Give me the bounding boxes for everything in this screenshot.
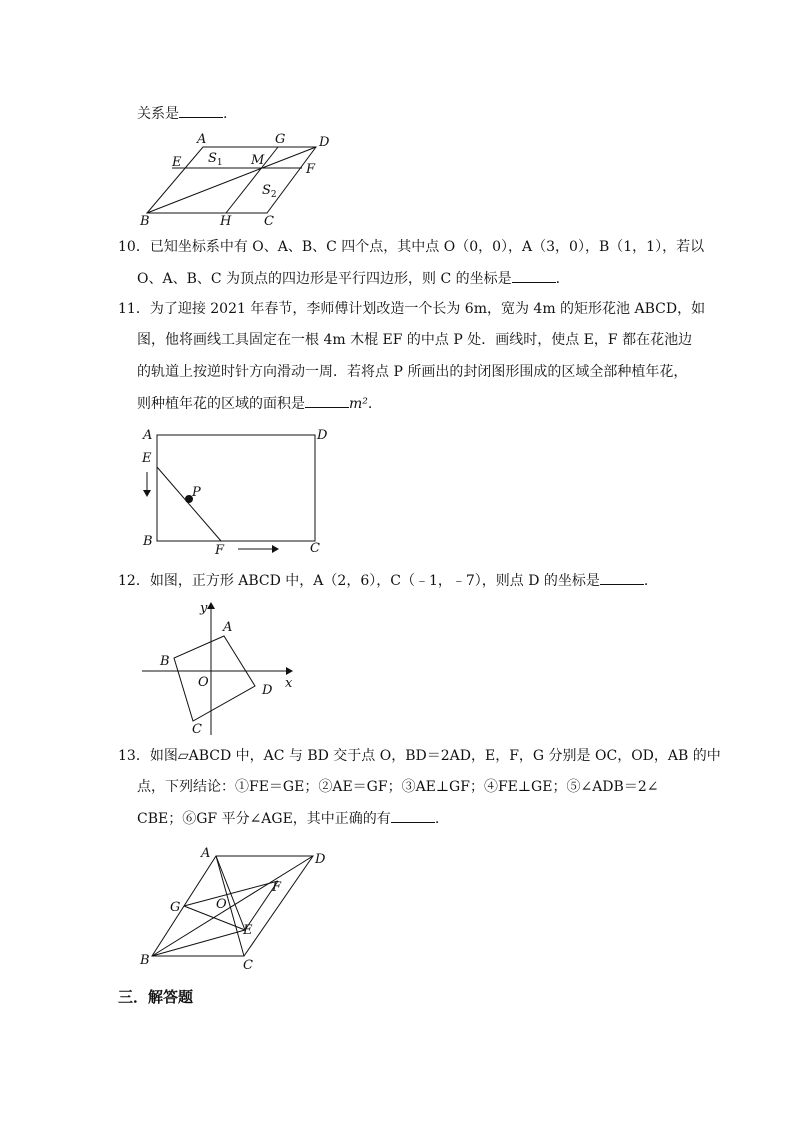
label-F: F — [272, 880, 282, 895]
label-E: E — [172, 155, 182, 170]
label-B: B — [140, 953, 150, 968]
q13-line3: CBE；⑥GF 平分∠AGE，其中正确的有 . — [137, 808, 439, 829]
label-B: B — [143, 534, 153, 549]
q11-line3: 的轨道上按逆时针方向滑动一周．若将点 P 所画出的封闭图形围成的区域全部种植年花， — [137, 364, 688, 380]
label-O: O — [216, 897, 227, 912]
answer-blank — [179, 103, 223, 118]
label-C: C — [243, 958, 253, 973]
label-E: E — [243, 923, 253, 938]
q9-figure — [130, 128, 330, 230]
label-P: P — [192, 485, 201, 500]
q12-figure — [138, 598, 298, 740]
label-M: M — [251, 153, 265, 168]
label-D: D — [315, 852, 326, 867]
label-F: F — [215, 543, 225, 558]
label-F: F — [306, 162, 316, 177]
answer-blank — [600, 570, 644, 585]
label-G: G — [275, 132, 286, 147]
q12-line1: 12．如图，正方形 ABCD 中，A（2，6），C（﹣1，﹣7），则点 D 的坐标是 . — [118, 570, 648, 591]
q11-line4: 则种植年花的区域的面积是 m². — [137, 393, 372, 414]
q11-line2: 图，他将画线工具固定在一根 4m 木棍 EF 的中点 P 处．画线时，使点 E，F 都在花池边 — [137, 332, 693, 348]
q10-line1: 10．已知坐标系中有 O、A、B、C 四个点，其中点 O（0，0），A（3，0），B（1，1），若以 — [118, 239, 705, 255]
label-x: x — [285, 676, 293, 691]
label-O: O — [198, 675, 209, 690]
q13-line1: 13．如图▱ABCD 中，AC 与 BD 交于点 O，BD＝2AD，E，F，G 分别是 OC，OD，AB 的中 — [118, 748, 721, 764]
label-B: B — [160, 654, 170, 669]
label-A: A — [201, 846, 211, 861]
q9-text: 关系是 . — [137, 103, 227, 124]
label-D: D — [262, 683, 273, 698]
q11-line1: 11．为了迎接 2021 年春节，李师傅计划改造一个长为 6m，宽为 4m 的矩形花池 ABCD，如 — [118, 301, 706, 317]
label-D: D — [317, 428, 328, 443]
label-D: D — [319, 135, 330, 150]
label-C: C — [264, 214, 274, 229]
label-A: A — [143, 428, 153, 443]
label-B: B — [140, 214, 150, 229]
q11-figure — [138, 422, 338, 562]
label-E: E — [142, 451, 152, 466]
answer-blank — [391, 808, 435, 823]
label-C: C — [310, 541, 320, 556]
label-A: A — [197, 132, 207, 147]
label-G: G — [170, 900, 181, 915]
answer-blank — [305, 393, 349, 408]
section-heading: 三．解答题 — [118, 988, 194, 1006]
q10-line2: O、A、B、C 为顶点的四边形是平行四边形，则 C 的坐标是 . — [137, 268, 560, 289]
label-S1: $S_1$ — [208, 151, 223, 168]
label-C: C — [192, 722, 202, 737]
q13-line2: 点，下列结论：①FE＝GE；②AE＝GF；③AE⊥GF；④FE⊥GE；⑤∠ADB＝2∠ — [137, 779, 659, 795]
label-y: y — [200, 601, 208, 616]
label-A: A — [223, 620, 233, 635]
label-S2: $S_2$ — [262, 183, 277, 200]
q13-figure — [135, 842, 335, 972]
label-H: H — [220, 214, 232, 229]
answer-blank — [512, 268, 556, 283]
